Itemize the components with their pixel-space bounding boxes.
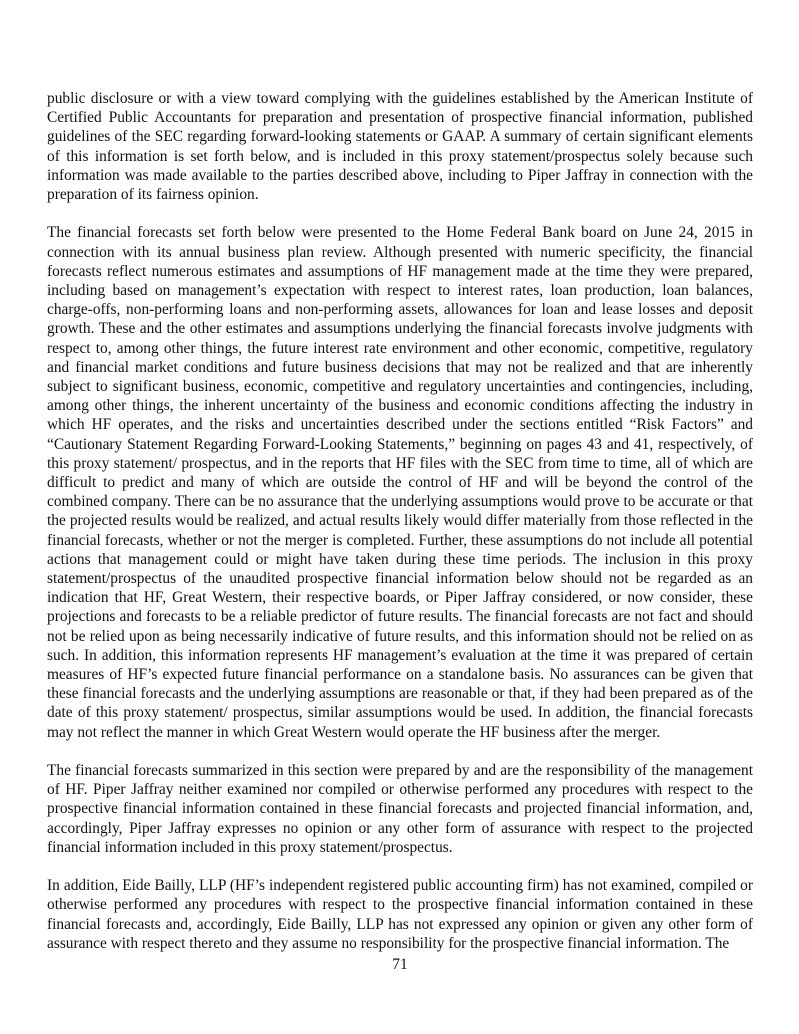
paragraph-financial-forecasts: The financial forecasts set forth below were presented to the Home Federal Bank board on June 24, 2015 in connection with its annual business plan review. Although presented with numeric specificity, the financial forecasts reflect numerous estimates and assumptions of HF management made at the time they were prepared, including based on management’s expectation with respect to interest rates, loan production, loan balances, charge-offs, non-performing loans and non-performing assets, allowances for loan and lease losses and deposit growth. These and the other estimates and assumptions underlying the financial forecasts involve judgments with respect to, among other things, the future interest rate environment and other economic, competitive, regulatory and financial market conditions and future business decisions that may not be realized and that are inherently subject to significant business, economic, competitive and regulatory uncertainties and contingencies, including, among other things, the inherent uncertainty of the business and economic conditions affecting the industry in which HF operates, and the risks and uncertainties described under the sections entitled “Risk Factors” and “Cautionary Statement Regarding Forward-Looking Statements,” beginning on pages 43 and 41, respectively, of this proxy statement/ prospectus, and in the reports that HF files with the SEC from time to time, all of which are difficult to predict and many of which are outside the control of HF and will be beyond the control of the combined company. There can be no assurance that the underlying assumptions would prove to be accurate or that the projected results would be realized, and actual results likely would differ materially from those reflected in the financial forecasts, whether or not the merger is completed. Further, these assumptions do not include all potential actions that management could or might have taken during these time periods. The inclusion in this proxy statement/prospectus of the unaudited prospective financial information below should not be regarded as an indication that HF, Great Western, their respective boards, or Piper Jaffray considered, or now consider, these projections and forecasts to be a reliable predictor of future results. The financial forecasts are not fact and should not be relied upon as being necessarily indicative of future results, and this information should not be relied on as such. In addition, this information represents HF management’s evaluation at the time it was prepared of certain measures of HF’s expected future financial performance on a standalone basis. No assurances can be given that these financial forecasts and the underlying assumptions are reasonable or that, if they had been prepared as of the date of this proxy statement/ prospectus, similar assumptions would be used. In addition, the financial forecasts may not reflect the manner in which Great Western would operate the HF business after the merger. (47, 224, 753, 741)
page-number: 71 (392, 956, 408, 974)
paragraph-responsibility: The financial forecasts summarized in this section were prepared by and are the responsibility of the management of HF. Piper Jaffray neither examined nor compiled or otherwise performed any procedures with respect to the prospective financial information contained in these financial forecasts and projected financial information, and, accordingly, Piper Jaffray expresses no opinion or any other form of assurance with respect to the projected financial information included in this proxy statement/prospectus. (47, 762, 753, 856)
paragraph-auditor: In addition, Eide Bailly, LLP (HF’s independent registered public accounting firm) has not examined, compiled or otherwise performed any procedures with respect to the prospective financial information contained in these financial forecasts and, accordingly, Eide Bailly, LLP has not expressed any opinion or given any other form of assurance with respect thereto and they assume no responsibility for the prospective financial information. The (47, 877, 753, 952)
paragraph-disclosure: public disclosure or with a view toward complying with the guidelines established by the American Institute of Certified Public Accountants for preparation and presentation of prospective financial information, published guidelines of the SEC regarding forward-looking statements or GAAP. A summary of certain significant elements of this information is set forth below, and is included in this proxy statement/prospectus solely because such information was made available to the parties described above, including to Piper Jaffray in connection with the preparation of its fairness opinion. (47, 90, 753, 204)
